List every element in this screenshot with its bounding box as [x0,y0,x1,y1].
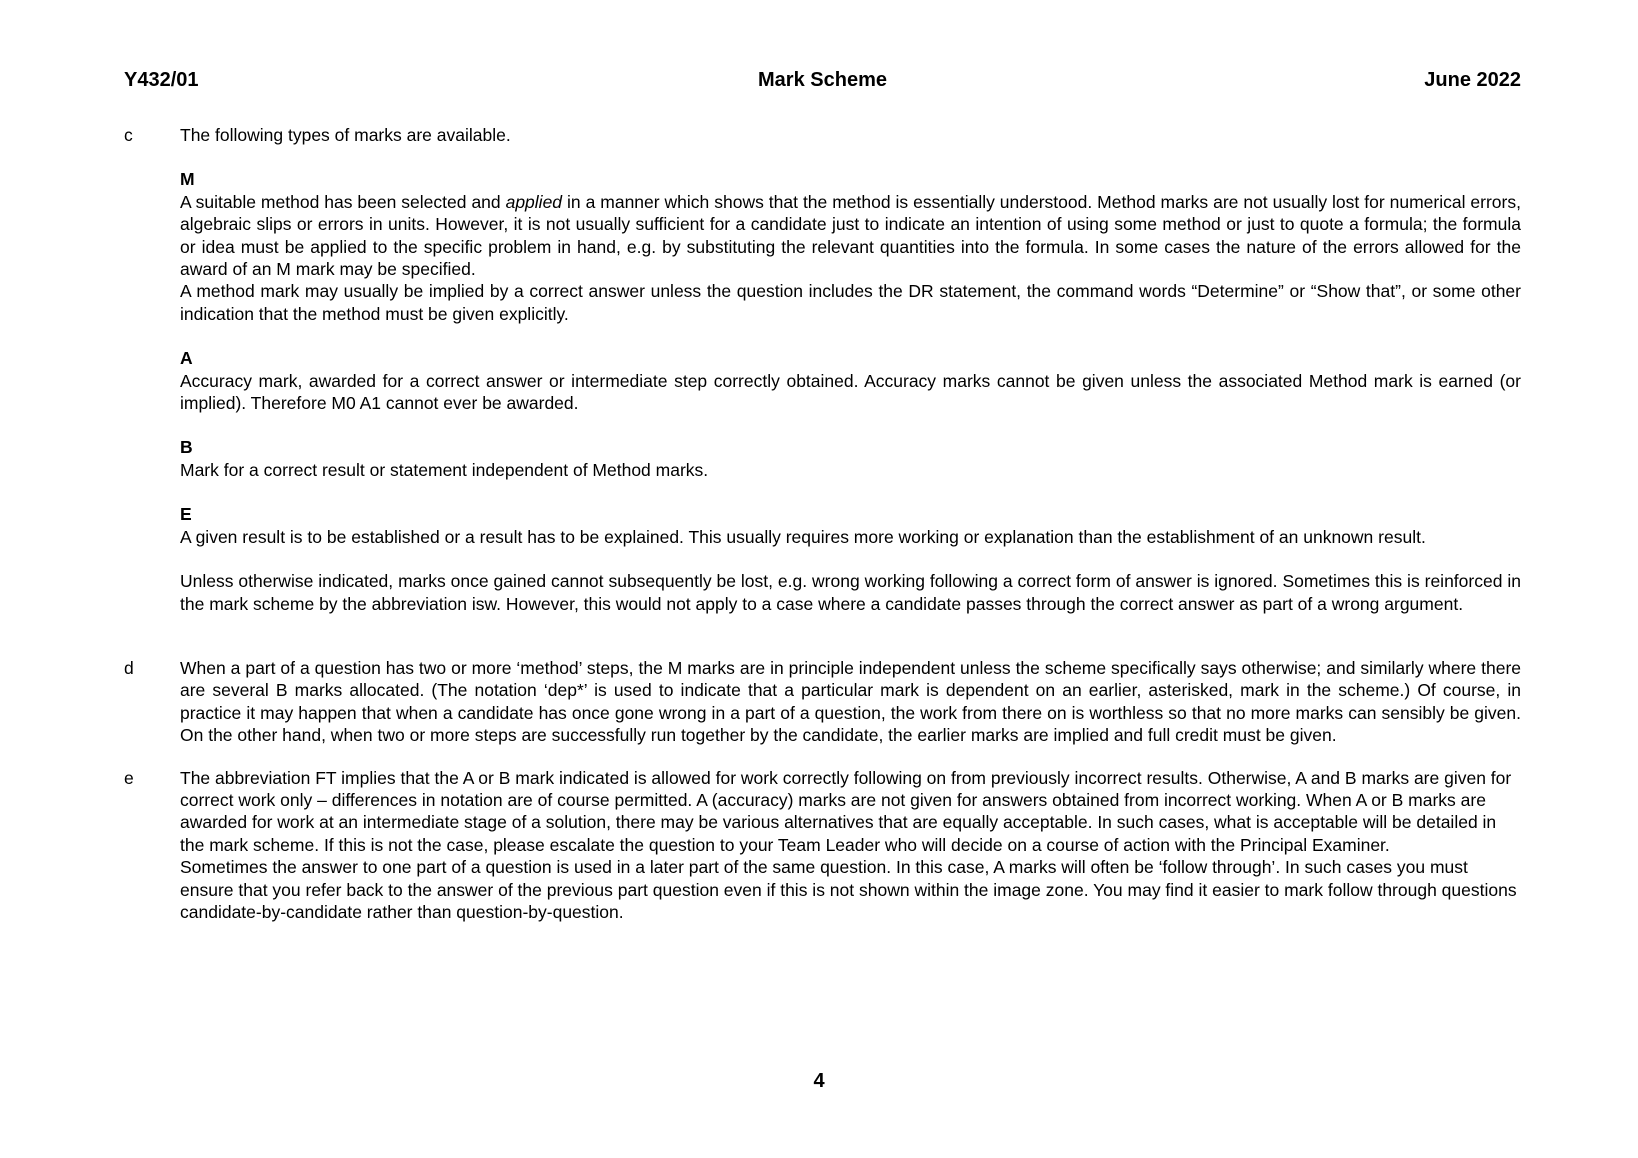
paper-code: Y432/01 [124,69,199,91]
m-text-part-2: in a manner which shows that the method is essentially understood. Method marks are not usually lost for numerical errors, algebraic slips or errors in units. However, it is not usually sufficient for a candidate just to indicate an intention of using some method or just to quote a formula; the formula or idea must be applied to the specific problem in hand, e.g. by substituting the relevant quantities into the formula. In some cases the nature of the errors allowed for the award of an M mark may be specified. [180,191,1521,280]
mark-type-a-heading: A [180,348,193,369]
section-d-text: When a part of a question has two or more ‘method’ steps, the M marks are in principle independent unless the scheme specifically says otherwise; and similarly where there are several B marks allocated. (The notation ‘dep*’ is used to indicate that a particular mark is dependent on an earlier, asterisked, mark in the scheme.) Of course, in practice it may happen that when a candidate has once gone wrong in a part of a question, the work from there on is worthless so that no more marks can sensibly be given. On the other hand, when two or more steps are successfully run together by the candidate, the earlier marks are implied and full credit must be given. [180,657,1521,746]
mark-type-e-heading: E [180,504,192,525]
mark-type-b-description: Mark for a correct result or statement independent of Method marks. [180,459,709,480]
section-d [124,657,1521,747]
section-e-text-follow-through: Sometimes the answer to one part of a question is used in a later part of the same question. In this case, A marks will often be ‘follow through’. In such cases you must ensure that you refer back to the answer of the previous part question even if this is not shown within the image zone. You may find it easier to mark follow through questions candidate-by-candidate rather than question-by-question. [180,857,1517,922]
mark-type-m-implied: A method mark may usually be implied by a correct answer unless the question includes the DR statement, the command words “Determine” or “Show that”, or some other indication that the method must be given explicitly. [180,281,1521,324]
section-d-label: d [124,657,134,678]
m-text-emphasis: applied [505,191,563,212]
section-c [124,124,1521,615]
section-e [124,767,1521,924]
page-header [124,69,1521,97]
mark-type-m-heading: M [180,169,195,190]
mark-scheme-body [124,124,1521,923]
mark-type-b-heading: B [180,437,193,458]
isw-paragraph: Unless otherwise indicated, marks once gained cannot subsequently be lost, e.g. wrong working following a correct form of answer is ignored. Sometimes this is reinforced in the mark scheme by the abbreviation isw. However, this would not apply to a case where a candidate passes through the correct answer as part of a wrong argument. [180,571,1521,614]
page-number: 4 [813,1070,825,1092]
section-c-label: c [124,125,133,145]
exam-date: June 2022 [1424,69,1521,91]
mark-type-a-description: Accuracy mark, awarded for a correct answer or intermediate step correctly obtained. Accuracy marks cannot be given unless the associated Method mark is earned (or implied). Therefore M0 A1 cannot ever be awarded. [180,370,1521,414]
m-text-part-1: A suitable method has been selected and [180,191,506,212]
section-c-intro: The following types of marks are available. [180,125,511,145]
section-e-label: e [124,767,134,788]
mark-type-m-description [180,191,1521,281]
mark-type-e-description: A given result is to be established or a result has to be explained. This usually requires more working or explanation than the establishment of an unknown result. [180,526,1426,547]
section-e-text-ft: The abbreviation FT implies that the A or B mark indicated is allowed for work correctly following on from previously incorrect results. Otherwise, A and B marks are given for correct work only – differences in notation are of course permitted. A (accuracy) marks are not given for answers obtained from incorrect working. When A or B marks are awarded for work at an intermediate stage of a solution, there may be various alternatives that are equally acceptable. In such cases, what is acceptable will be detailed in the mark scheme. If this is not the case, please escalate the question to your Team Leader who will decide on a course of action with the Principal Examiner. [180,767,1512,855]
document-title: Mark Scheme [758,69,887,91]
